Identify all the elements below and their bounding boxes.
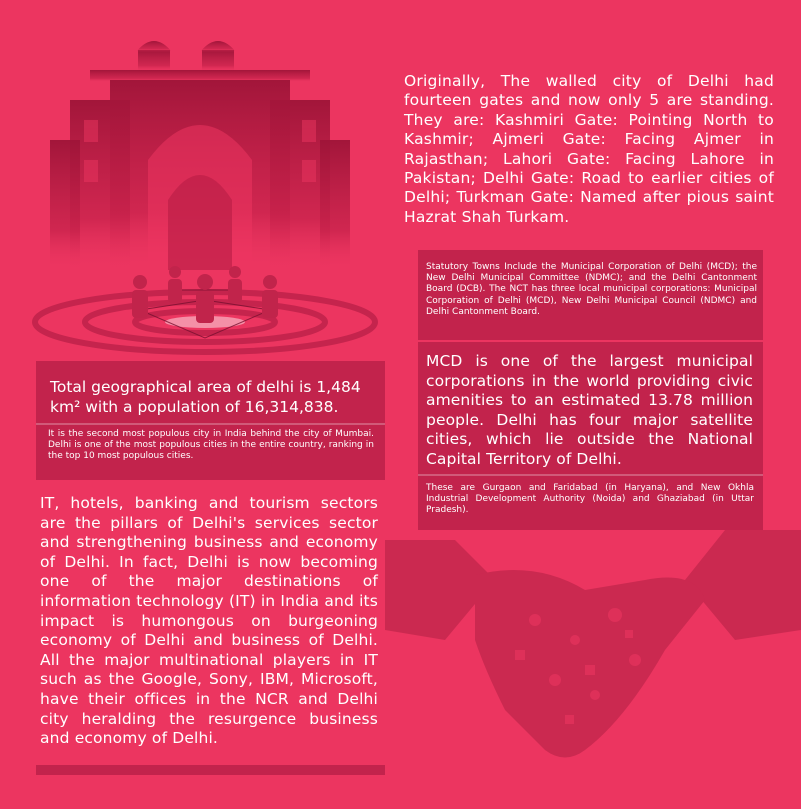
satellite-cities-text: These are Gurgaon and Faridabad (in Haryana), and New Okhla Industrial Development Authority (Noida) and Ghaziabad (in Uttar Pradesh). [426,483,754,516]
people-network-icon [30,260,380,355]
mcd-text: MCD is one of the largest municipal corporations in the world providing civic amenities to an estimated 13.78 million people. Delhi has four major satellite cities, which lie outside the National Capital Territory of Delhi. [426,352,753,468]
population-rank-text: It is the second most populous city in India behind the city of Mumbai. Delhi is one of the most populous cities in the entire country, ranking in the top 10 most populous cities. [48,429,374,462]
area-population-text: Total geographical area of delhi is 1,484 km² with a population of 16,314,838. [50,378,361,416]
bottom-bar [36,765,385,775]
mcd-panel [418,342,763,530]
area-divider [36,423,385,425]
statutory-towns-panel [418,250,763,340]
it-sector-paragraph: IT, hotels, banking and tourism sectors are the pillars of Delhi's services sector and strengthening business and economy of Delhi. In fact, Delhi is now becoming one of the major destinations of information technology (IT) in India and its impact is humongous on burgeoning economy of Delhi and business of Delhi. All the major multinational players in IT such as the Google, Sony, IBM, Microsoft, have their offices in the NCR and Delhi city heralding the resurgence business and economy of Delhi. [40,494,378,748]
gates-paragraph: Originally, The walled city of Delhi had fourteen gates and now only 5 are standing. They are: Kashmiri Gate: Pointing North to Kashmir; Ajmeri Gate: Facing Ajmer in Rajasthan; Lahori Gate: Facing Lahore in Pakistan; Delhi Gate: Road to earlier cities of Delhi; Turkman Gate: Named after pious saint Hazrat Shah Turkam. [404,72,774,226]
mcd-divider [418,474,763,476]
statutory-towns-text: Statutory Towns Include the Municipal Corporation of Delhi (MCD); the New Delhi Municipal Committee (NDMC); and the Delhi Cantonment Board (DCB). The NCT has three local municipal corporations: Municipal Corporation of Delhi (MCD), New Delhi Municipal Council (NDMC) and Delhi Cantonment Board. [426,262,757,317]
fort-gate-icon [30,30,370,270]
area-panel [36,361,385,480]
handshake-icon [385,520,801,809]
